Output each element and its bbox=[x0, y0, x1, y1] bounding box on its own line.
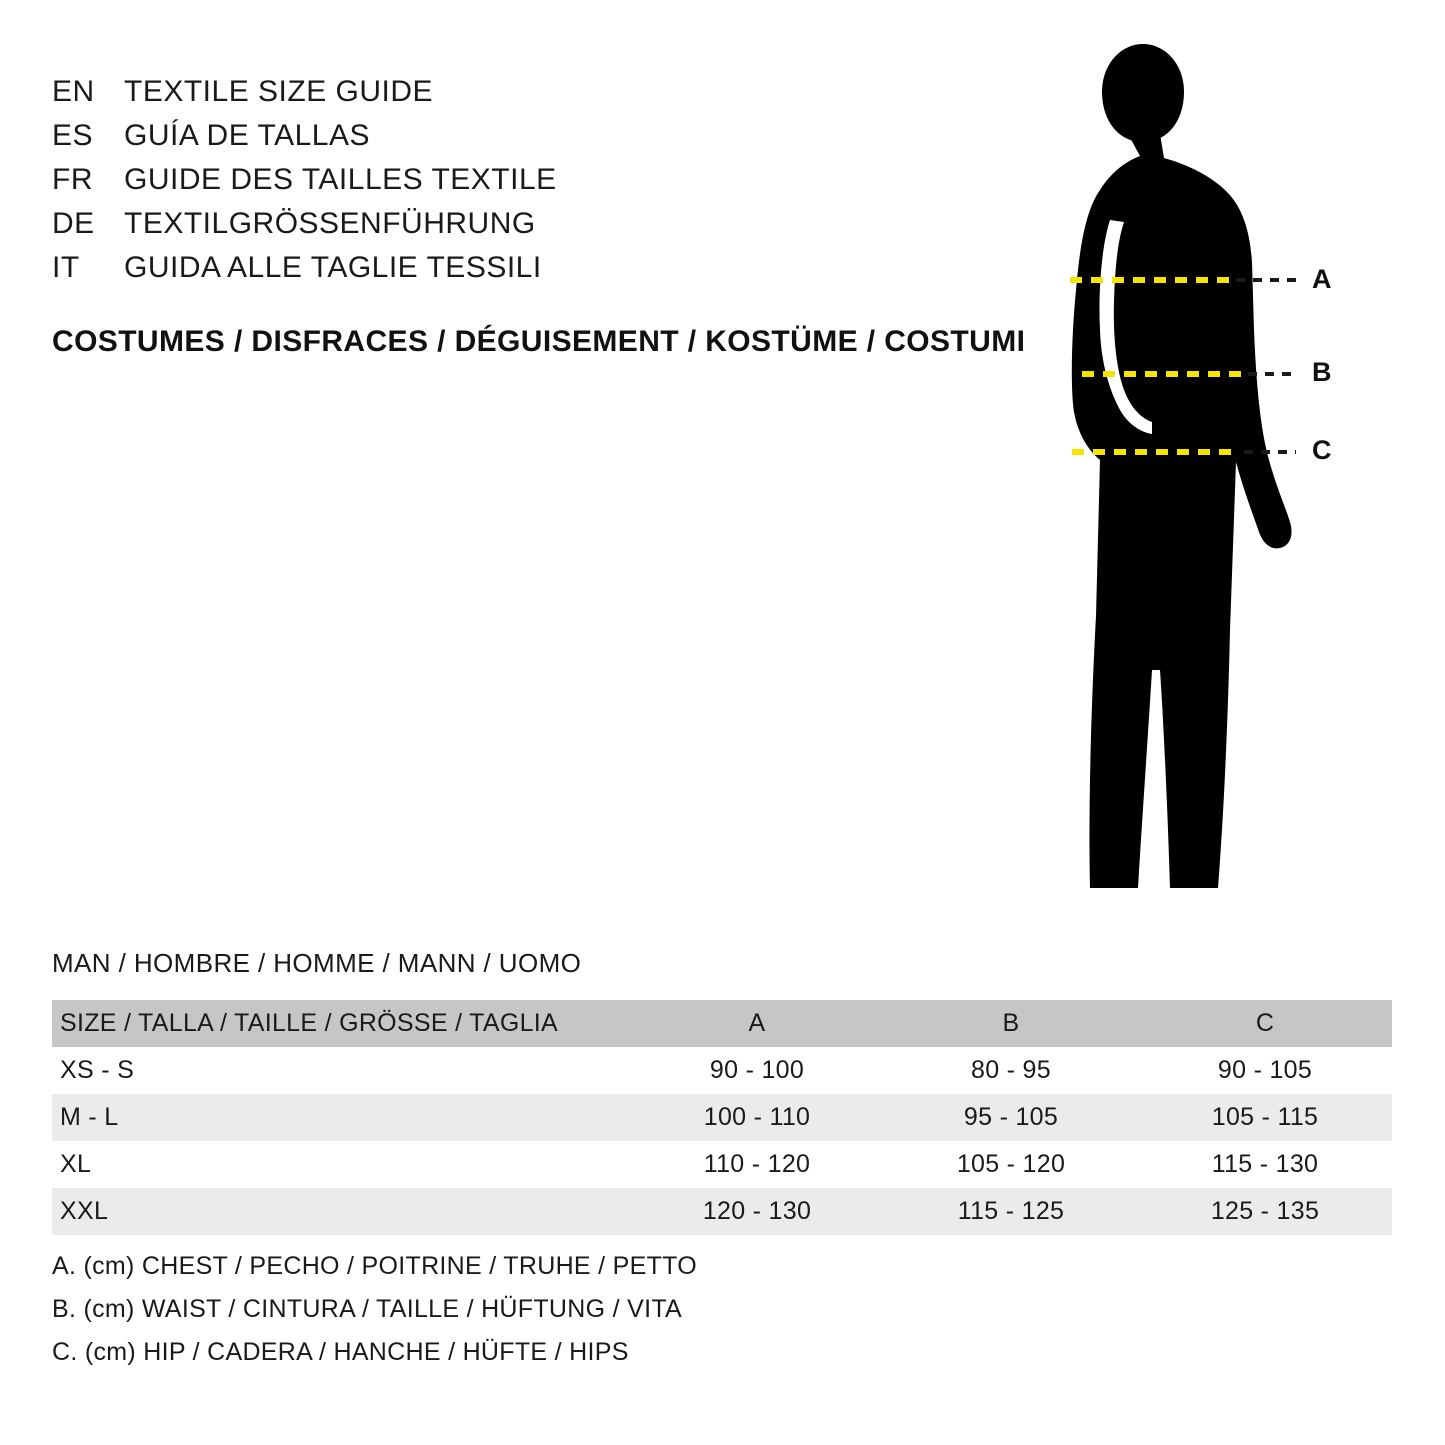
language-row-es bbox=[52, 114, 952, 158]
column-header-size: SIZE / TALLA / TAILLE / GRÖSSE / TAGLIA bbox=[60, 1009, 559, 1037]
cell-b: 105 - 120 bbox=[956, 1150, 1066, 1178]
language-code-en: EN bbox=[52, 75, 95, 108]
measure-label-a: A bbox=[1312, 264, 1332, 294]
table-row bbox=[52, 1141, 1392, 1188]
cell-a: 120 - 130 bbox=[702, 1197, 812, 1225]
legend-item-c: C. (cm) HIP / CADERA / HANCHE / HÜFTE / HIPS bbox=[52, 1338, 629, 1366]
language-row-de bbox=[52, 202, 952, 246]
cell-a: 110 - 120 bbox=[703, 1150, 811, 1178]
language-row-en bbox=[52, 70, 952, 114]
measurement-legend bbox=[52, 1245, 697, 1374]
language-text-fr: GUIDE DES TAILLES TEXTILE bbox=[124, 163, 557, 196]
legend-item-b: B. (cm) WAIST / CINTURA / TAILLE / HÜFTUNG / VITA bbox=[52, 1295, 683, 1323]
cell-c: 125 - 135 bbox=[1210, 1197, 1320, 1225]
table-caption: MAN / HOMBRE / HOMME / MANN / UOMO bbox=[52, 948, 582, 978]
language-row-it bbox=[52, 246, 952, 290]
page-subtitle: COSTUMES / DISFRACES / DÉGUISEMENT / KOSTÜME / COSTUMI bbox=[52, 325, 1026, 358]
language-text-de: TEXTILGRÖSSENFÜHRUNG bbox=[124, 207, 536, 240]
table-row bbox=[52, 1094, 1392, 1141]
column-header-c: C bbox=[1255, 1009, 1275, 1037]
table-header-row bbox=[52, 1000, 1392, 1047]
cell-b: 80 - 95 bbox=[971, 1056, 1051, 1084]
column-header-a: A bbox=[748, 1009, 766, 1037]
cell-c: 115 - 130 bbox=[1211, 1150, 1319, 1178]
language-code-es: ES bbox=[52, 119, 94, 152]
cell-a: 100 - 110 bbox=[703, 1103, 811, 1131]
measure-label-b: B bbox=[1312, 357, 1332, 387]
language-text-it: GUIDA ALLE TAGLIE TESSILI bbox=[124, 251, 542, 284]
size-table bbox=[52, 1000, 1392, 1235]
cell-b: 95 - 105 bbox=[963, 1103, 1059, 1131]
cell-size: XXL bbox=[60, 1197, 109, 1225]
language-text-es: GUÍA DE TALLAS bbox=[124, 119, 370, 152]
legend-item-a: A. (cm) CHEST / PECHO / POITRINE / TRUHE / PETTO bbox=[52, 1252, 698, 1280]
cell-b: 115 - 125 bbox=[957, 1197, 1065, 1225]
table-row bbox=[52, 1047, 1392, 1094]
figure-silhouette bbox=[960, 30, 1380, 910]
column-header-b: B bbox=[1002, 1009, 1020, 1037]
language-list bbox=[52, 70, 952, 290]
measure-label-c: C bbox=[1312, 435, 1332, 465]
cell-c: 90 - 105 bbox=[1217, 1056, 1313, 1084]
cell-c: 105 - 115 bbox=[1211, 1103, 1319, 1131]
language-code-fr: FR bbox=[52, 163, 93, 196]
cell-size: M - L bbox=[60, 1103, 119, 1131]
size-table-body bbox=[52, 1047, 1392, 1235]
size-table-head bbox=[52, 1000, 1392, 1047]
body-silhouette-icon bbox=[960, 30, 1380, 910]
table-row bbox=[52, 1188, 1392, 1235]
cell-a: 90 - 100 bbox=[709, 1056, 805, 1084]
language-code-de: DE bbox=[52, 207, 95, 240]
language-code-it: IT bbox=[52, 251, 80, 284]
language-text-en: TEXTILE SIZE GUIDE bbox=[124, 75, 434, 108]
cell-size: XL bbox=[60, 1150, 92, 1178]
cell-size: XS - S bbox=[60, 1056, 135, 1084]
language-row-fr bbox=[52, 158, 952, 202]
